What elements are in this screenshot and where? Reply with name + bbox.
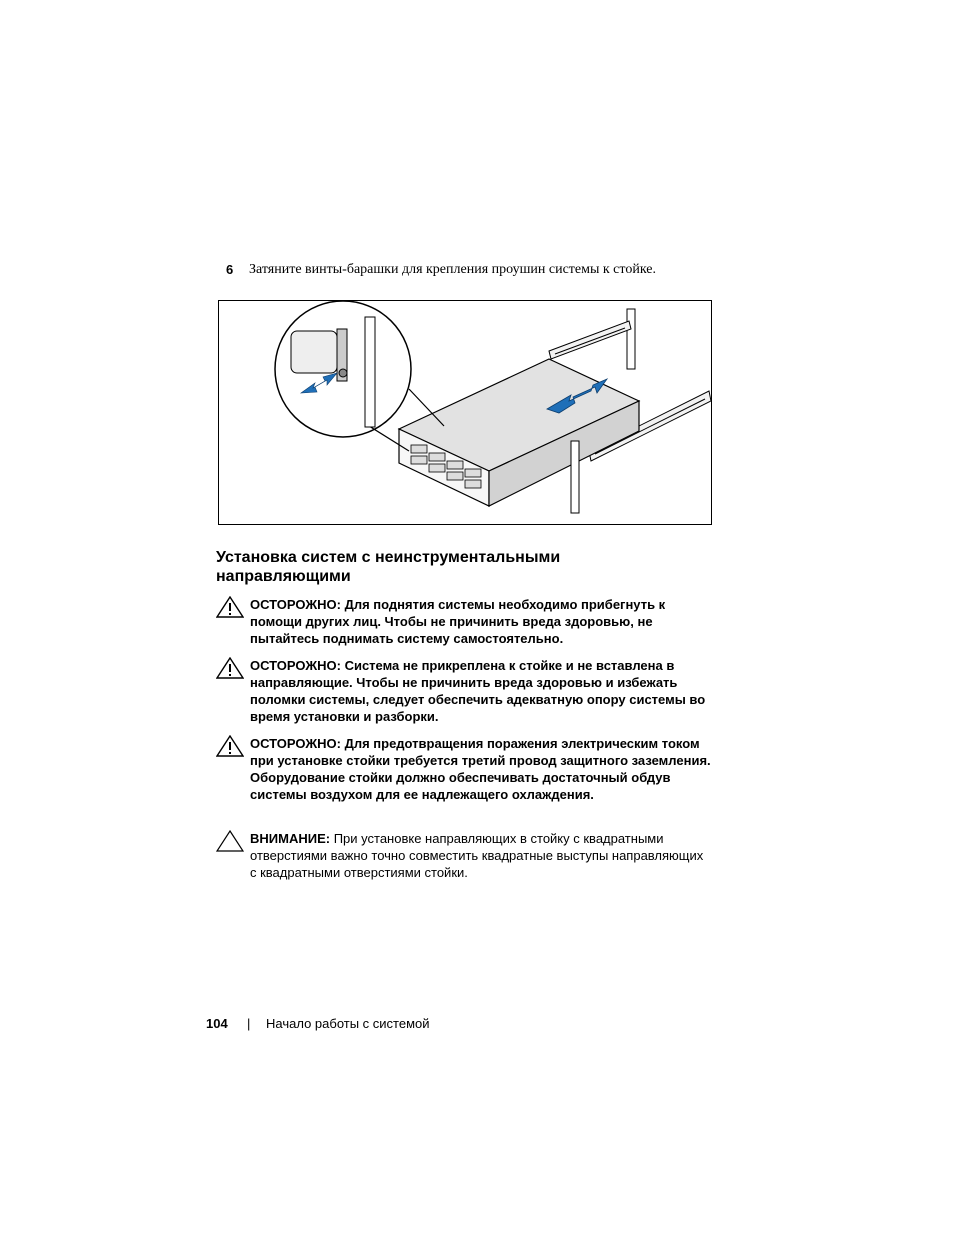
- section-title: Установка систем с неинструментальными направляющими: [216, 549, 561, 585]
- rack-post-rear: [627, 309, 635, 369]
- rack-mount-illustration: [218, 300, 712, 525]
- warning-triangle-icon: [216, 735, 244, 757]
- rail-upper: [549, 321, 631, 359]
- notice-text: При установке направляющих в стойку с квадратными отверстиями важно точно совместить квадратные выступы направляющих с квадратными отверстиями стойки.: [250, 831, 704, 880]
- notice-text: Для предотвращения поражения электрическим током при установке стойки требуется третий провод защитного заземления. Оборудование стойки должно обеспечивать достаточный обдув системы воздухом для ее надлежащего охлаждения.: [250, 736, 711, 802]
- warning-triangle-icon: [216, 596, 244, 618]
- notice-label: ОСТОРОЖНО:: [250, 736, 341, 751]
- caution-triangle-icon: [216, 830, 244, 852]
- step-number: 6: [226, 262, 234, 277]
- step-text: Затяните винты-барашки для крепления проушин системы к стойке.: [249, 262, 656, 277]
- footer-title: Начало работы с системой: [266, 1016, 430, 1031]
- page-number: 104: [206, 1016, 228, 1031]
- notice-text: Система не прикреплена к стойке и не вставлена в направляющие. Чтобы не причинить вреда здоровью и избежать поломки системы, следует обеспечить адекватную опору системы во время установки и разборки.: [250, 658, 706, 724]
- footer-separator: |: [247, 1016, 251, 1031]
- rack-post-front: [571, 441, 579, 513]
- notice-label: ОСТОРОЖНО:: [250, 597, 341, 612]
- notice-text: Для поднятия системы необходимо прибегнуть к помощи других лиц. Чтобы не причинить вреда здоровью, не пытайтесь поднимать систему самостоятельно.: [250, 597, 666, 646]
- warning-triangle-icon: [216, 657, 244, 679]
- notice-label: ВНИМАНИЕ:: [250, 831, 331, 846]
- notice-label: ОСТОРОЖНО:: [250, 658, 341, 673]
